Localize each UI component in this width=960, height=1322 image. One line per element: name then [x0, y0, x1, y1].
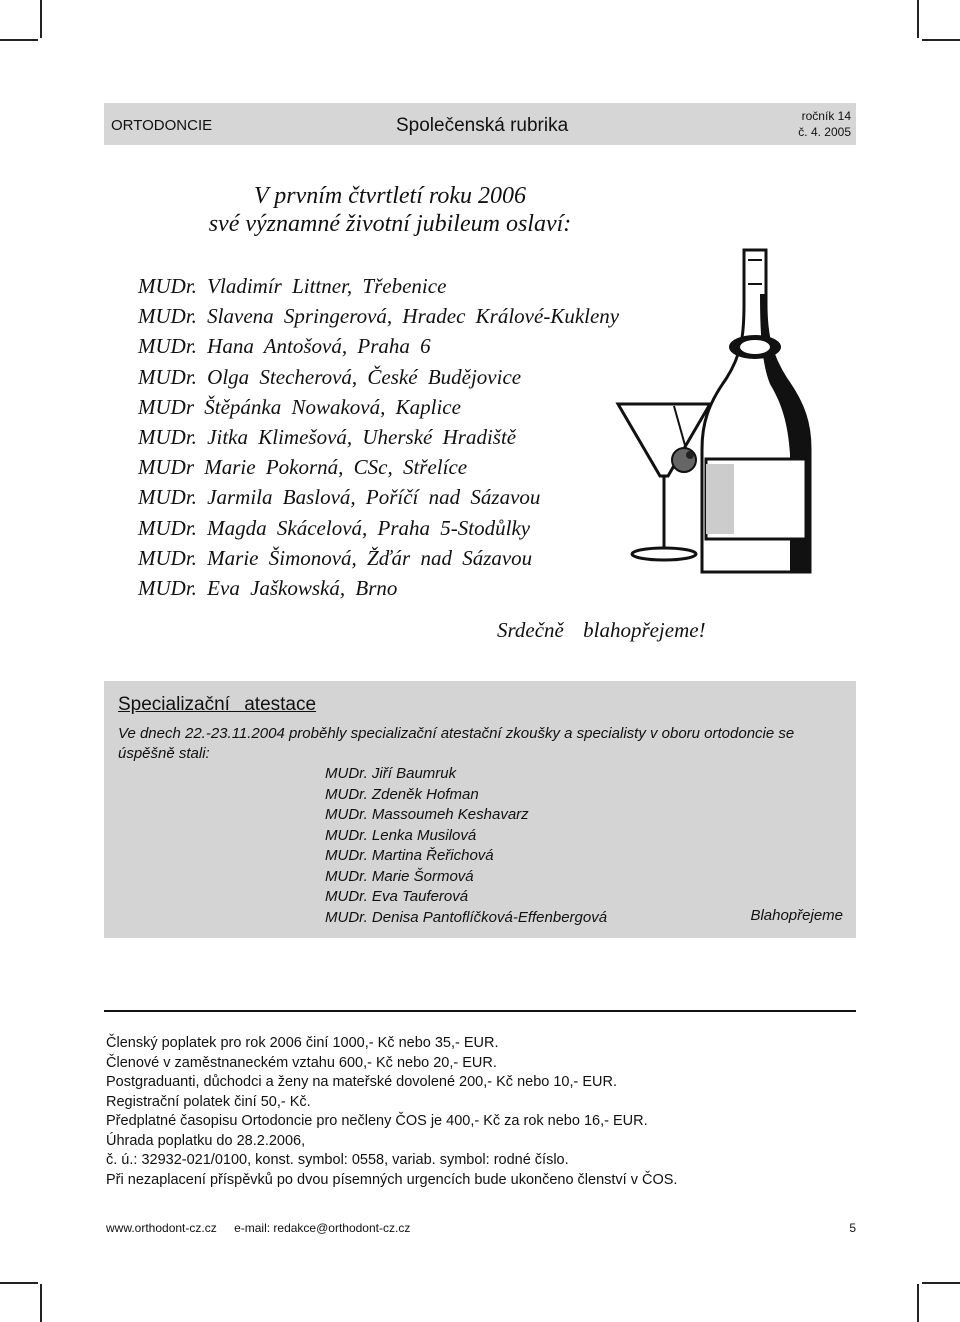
champagne-illustration	[614, 244, 844, 574]
jubilee-list	[138, 271, 619, 603]
list-item: MUDr. Marie Šimonová, Žďár nad Sázavou	[138, 545, 533, 570]
list-item: MUDr. Jitka Klimešová, Uherské Hradiště	[138, 425, 517, 450]
crop-mark	[917, 1284, 919, 1322]
crop-mark	[922, 39, 960, 41]
crop-mark	[917, 0, 919, 38]
divider	[104, 1010, 856, 1012]
martini-glass-icon	[618, 404, 710, 560]
congrats-text: Srdečně blahopřejeme!	[497, 618, 706, 642]
crop-mark	[40, 1284, 42, 1322]
list-item: MUDr. Martina Řeřichová	[325, 847, 494, 864]
list-item: Členský poplatek pro rok 2006 činí 1000,- Kč nebo 35,- EUR.	[106, 1035, 499, 1051]
specialization-title: Specializační atestace	[118, 694, 317, 715]
list-item: MUDr. Hana Antošová, Praha 6	[138, 334, 431, 359]
crop-mark	[0, 1282, 38, 1284]
specialist-list	[325, 764, 607, 928]
list-item: Postgraduanti, důchodci a ženy na mateřské dovolené 200,- Kč nebo 10,- EUR.	[106, 1074, 618, 1090]
fees-list	[106, 1034, 677, 1190]
list-item: MUDr. Zdeněk Hofman	[325, 785, 479, 803]
specialization-box	[104, 681, 856, 938]
website-link[interactable]: www.orthodont-cz.cz	[106, 1221, 217, 1235]
list-item: MUDr. Marie Šormová	[325, 867, 474, 885]
page-header	[104, 103, 856, 145]
list-item: Registrační polatek činí 50,- Kč.	[106, 1093, 311, 1110]
list-item: MUDr. Vladimír Littner, Třebenice	[138, 274, 447, 298]
jubilee-heading	[0, 182, 780, 238]
list-item: Členové v zaměstnaneckém vztahu 600,- Kč nebo 20,- EUR.	[106, 1054, 497, 1071]
list-item: MUDr Marie Pokorná, CSc, Střelíce	[138, 455, 468, 480]
list-item: MUDr. Magda Skácelová, Praha 5-Stodůlky	[138, 515, 531, 540]
jubilee-heading-line: své významné životní jubileum oslaví:	[208, 211, 572, 237]
crop-mark	[922, 1282, 960, 1284]
page-title: Společenská rubrika	[396, 115, 569, 136]
section-label: ORTODONCIE	[111, 117, 213, 134]
list-item: MUDr Štěpánka Nowaková, Kaplice	[138, 394, 461, 419]
issue-label: č. 4. 2005	[798, 125, 851, 139]
list-item: MUDr. Lenka Musilová	[325, 826, 477, 844]
crop-mark	[40, 0, 42, 38]
list-item: MUDr. Eva Jaškowská, Brno	[138, 576, 398, 601]
email-link[interactable]: e-mail: redakce@orthodont-cz.cz	[234, 1221, 411, 1235]
specialization-congrats: Blahopřejeme	[750, 907, 843, 924]
page-number: 5	[849, 1221, 856, 1235]
list-item: Úhrada poplatku do 28.2.2006,	[106, 1132, 306, 1149]
list-item: MUDr. Jarmila Baslová, Poříčí nad Sázavou	[138, 485, 541, 510]
crop-mark	[0, 39, 38, 41]
specialization-intro: Ve dnech 22.-23.11.2004 proběhly specializační atestační zkoušky a specialisty v oboru ortodoncie se úspěšně stali:	[118, 725, 795, 762]
list-item: MUDr. Slavena Springerová, Hradec Králové-Kukleny	[138, 304, 620, 329]
list-item: MUDr. Jiří Baumruk	[325, 765, 457, 782]
volume-label: ročník 14	[801, 109, 851, 123]
champagne-bottle-icon	[702, 250, 810, 572]
list-item: MUDr. Olga Stecherová, České Budějovice	[138, 364, 522, 389]
list-item: MUDr. Eva Tauferová	[325, 888, 469, 905]
list-item: MUDr. Denisa Pantoflíčková-Effenbergová	[325, 908, 608, 926]
jubilee-heading-line: V prvním čtvrtletí roku 2006	[254, 183, 526, 209]
list-item: MUDr. Massoumeh Keshavarz	[325, 806, 529, 823]
list-item: Při nezaplacení příspěvků po dvou písemných urgencích bude ukončeno členství v ČOS.	[106, 1171, 678, 1188]
issue-info	[798, 108, 851, 140]
list-item: č. ú.: 32932-021/0100, konst. symbol: 0558, variab. symbol: rodné číslo.	[106, 1152, 569, 1168]
list-item: Předplatné časopisu Ortodoncie pro nečleny ČOS je 400,- Kč za rok nebo 16,- EUR.	[106, 1113, 648, 1129]
page-footer	[106, 1221, 424, 1235]
